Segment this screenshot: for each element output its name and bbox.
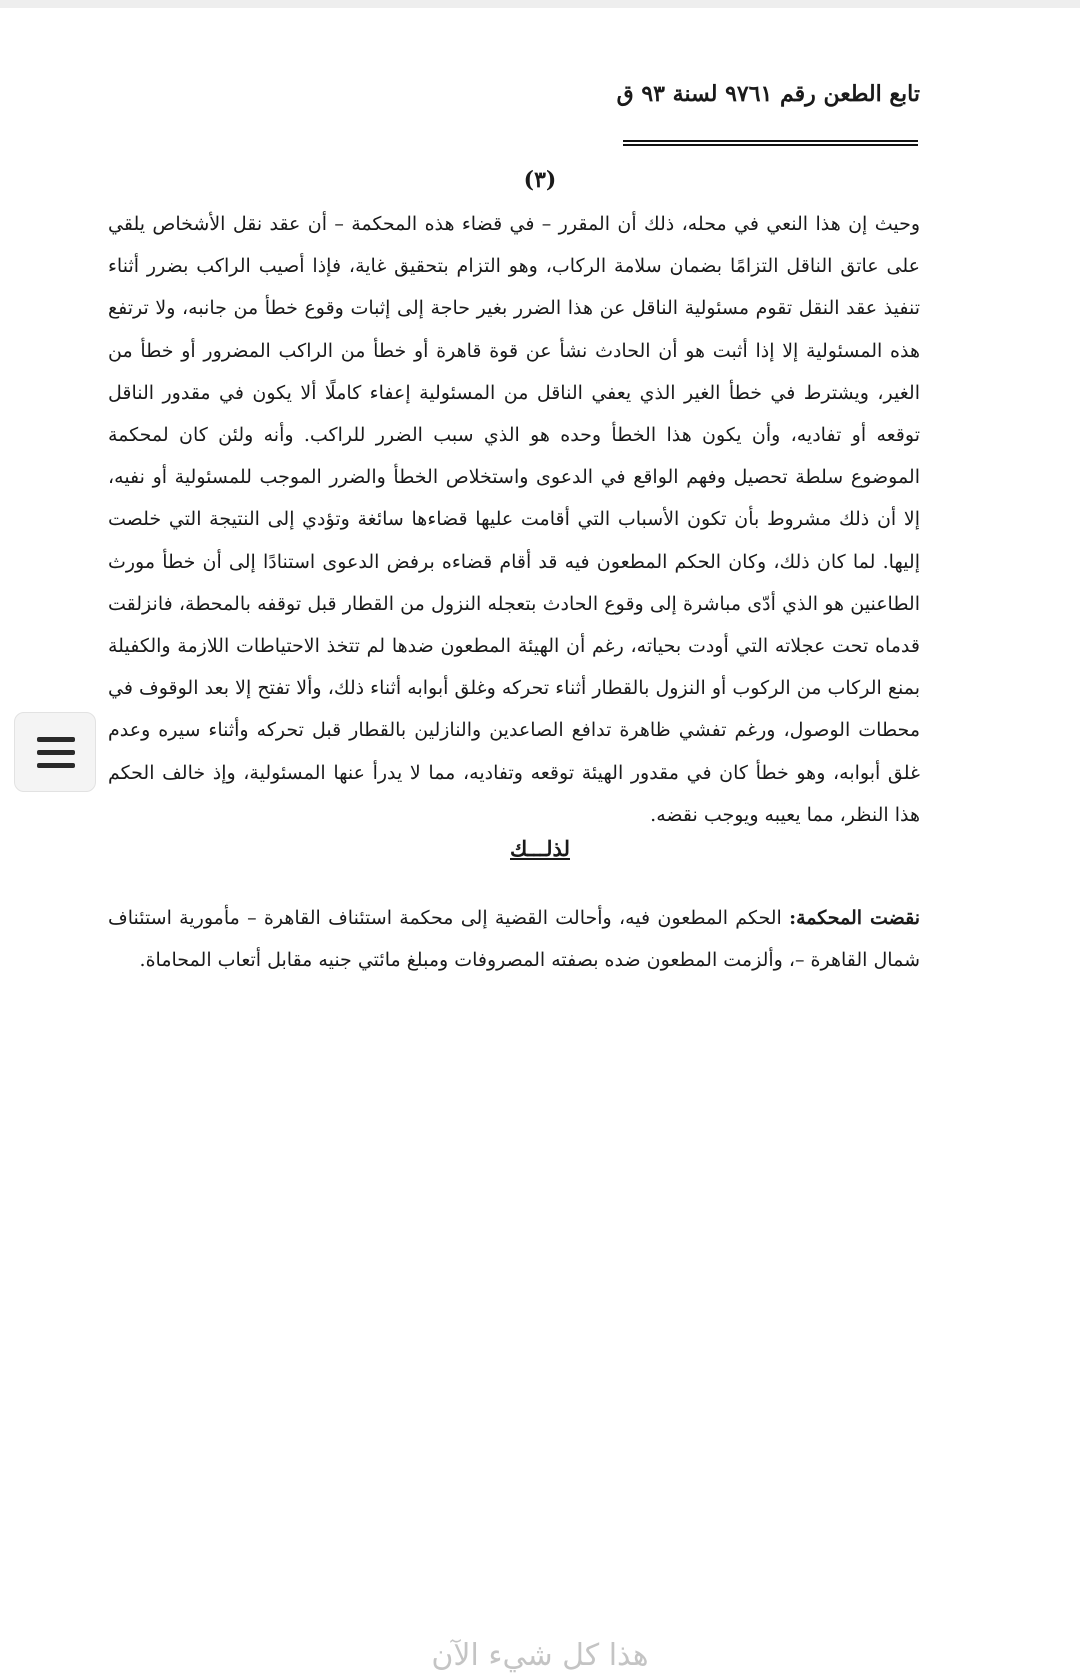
body-paragraph: وحيث إن هذا النعي في محله، ذلك أن المقرر – في قضاء هذه المحكمة – أن عقد نقل الأشخاص يلقي على عاتق الناقل التزامًا بضمان سلامة الركاب، وهو التزام بتحقيق غاية، فإذا أصيب الراكب بضرر أثناء تنفيذ عقد النقل تقوم مسئولية الناقل عن هذا الضرر بغير حاجة إلى إثبات وقوع خطأ من جانبه، ولا ترتفع هذه المسئولية إلا إذا أثبت هو أن الحادث نشأ عن قوة قاهرة أو خطأ من الراكب المضرور أو خطأ من الغير، ويشترط في خطأ الغير الذي يعفي الناقل من المسئولية إعفاء كاملًا ألا يكون في مقدور الناقل توقعه أو تفاديه، وأن يكون هذا الخطأ وحده هو الذي سبب الضرر للراكب. وأنه ولئن كان لمحكمة الموضوع سلطة تحصيل وفهم الواقع في الدعوى واستخلاص الخطأ والضرر الموجب للمسئولية أو نفيه، إلا أن ذلك مشروط بأن تكون الأسباب التي أقامت عليها قضاءها سائغة وتؤدي إلى النتيجة التي خلصت إليها. لما كان ذلك، وكان الحكم المطعون فيه قد أقام قضاءه برفض الدعوى استنادًا إلى أن خطأ مورث الطاعنين هو الذي أدّى مباشرة إلى وقوع الحادث بتعجله النزول من القطار قبل توقفه بالمحطة، فانزلقت قدماه تحت عجلاته التي أودت بحياته، رغم أن الهيئة المطعون ضدها لم تتخذ الاحتياطات اللازمة والكفيلة بمنع الركاب من الركوب أو النزول بالقطار أثناء تحركه وغلق أبوابه أثناء ذلك، وألا تفتح إلا بعد الوقوف في محطات الوصول، ورغم تفشي ظاهرة تدافع الصاعدين والنازلين بالقطار قبل تحركه وأثناء سيره وعدم غلق أبوابه، وهو خطأ كان في مقدور الهيئة توقعه وتفاديه، مما لا يدرأ عنها المسئولية، وإذ خالف الحكم هذا النظر، مما يعيبه ويوجب نقضه. [108, 213, 920, 826]
ruling-label: نقضت المحكمة: [789, 907, 920, 929]
ruling-text: الحكم المطعون فيه، وأحالت القضية إلى محكمة استئناف القاهرة – مأمورية استئناف شمال القاهرة –، وألزمت المطعون ضده بصفته المصروفات ومبلغ مائتي جنيه مقابل أتعاب المحاماة. [108, 907, 920, 972]
case-header: تابع الطعن رقم ٩٧٦١ لسنة ٩٣ ق [616, 81, 920, 107]
end-of-content-label: هذا كل شيء الآن [431, 1638, 649, 1673]
page-number: (٣) [523, 167, 557, 193]
section-title: لذلـــك [510, 836, 570, 861]
menu-button[interactable] [14, 712, 96, 792]
header-double-rule [623, 140, 918, 146]
ruling-paragraph [108, 897, 920, 981]
